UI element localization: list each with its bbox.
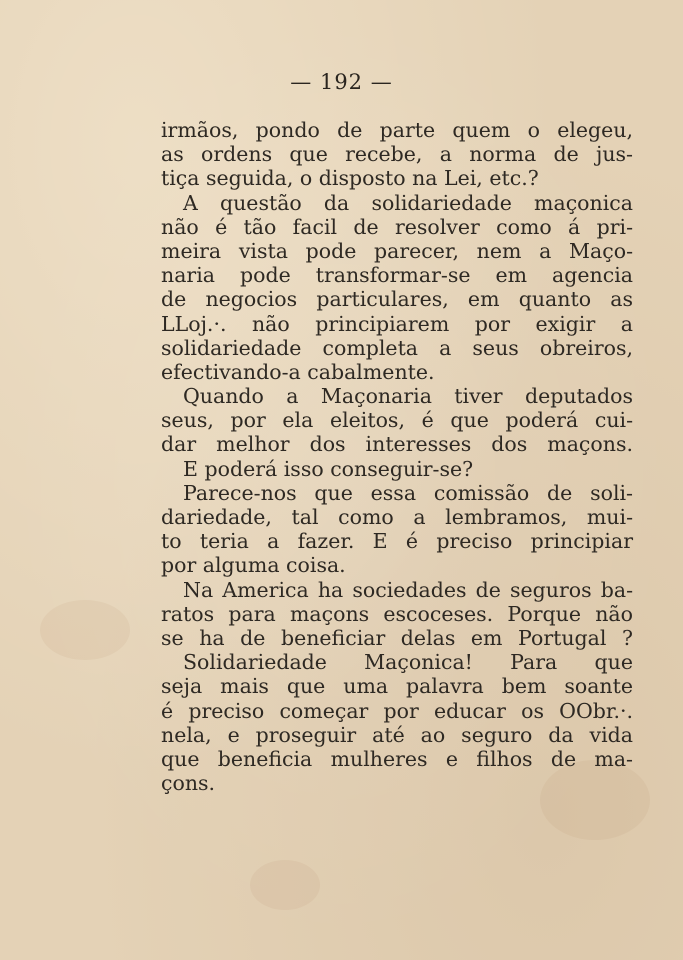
text-line: é preciso começar por educar os OObr.·.: [161, 698, 633, 723]
text-line: A questão da solidariedade maçonica: [183, 190, 633, 215]
text-line: çons.: [161, 771, 216, 796]
text-line: Solidariedade Maçonica! Para que: [183, 650, 633, 675]
text-line: naria pode transformar-se em agencia: [161, 263, 633, 288]
text-line: meira vista pode parecer, nem a Maço-: [161, 238, 633, 263]
text-line: que beneficia mulheres e filhos de ma-: [161, 746, 633, 771]
text-line: dariedade, tal como a lembramos, mui-: [161, 505, 633, 529]
text-line: dar melhor dos interesses dos maçons.: [161, 432, 633, 457]
text-line: ratos para maçons escoceses. Porque não: [161, 601, 633, 626]
text-line: LLoj.·. não principiarem por exigir a: [161, 311, 633, 336]
text-line: solidariedade completa a seus obreiros,: [161, 335, 633, 360]
text-line: to teria a fazer. E é preciso principiar: [161, 529, 633, 554]
text-line: as ordens que recebe, a norma de jus-: [161, 142, 633, 167]
text-line: Parece-nos que essa comissão de soli-: [183, 480, 633, 505]
paper-stain: [250, 860, 320, 910]
text-line: E poderá isso conseguir-se?: [183, 456, 474, 481]
text-line: efectivando-a cabalmente.: [161, 359, 435, 384]
text-line: se ha de beneficiar delas em Portugal ?: [161, 625, 633, 650]
page-number: — 192 —: [290, 70, 393, 94]
text-line: nela, e proseguir até ao seguro da vida: [161, 722, 633, 747]
body-text: [161, 118, 633, 795]
text-line: irmãos, pondo de parte quem o elegeu,: [161, 118, 633, 142]
paper-stain: [40, 600, 130, 660]
text-line: de negocios particulares, em quanto as: [161, 287, 633, 312]
text-line: Na America ha sociedades de seguros ba-: [183, 577, 633, 602]
text-line: tiça seguida, o disposto na Lei, etc.?: [161, 166, 539, 191]
text-line: não é tão facil de resolver como á pri-: [161, 214, 633, 239]
text-line: Quando a Maçonaria tiver deputados: [183, 384, 633, 409]
text-line: seus, por ela eleitos, é que poderá cui-: [161, 408, 633, 433]
text-line: seja mais que uma palavra bem soante: [161, 674, 633, 699]
text-line: por alguma coisa.: [161, 553, 346, 578]
